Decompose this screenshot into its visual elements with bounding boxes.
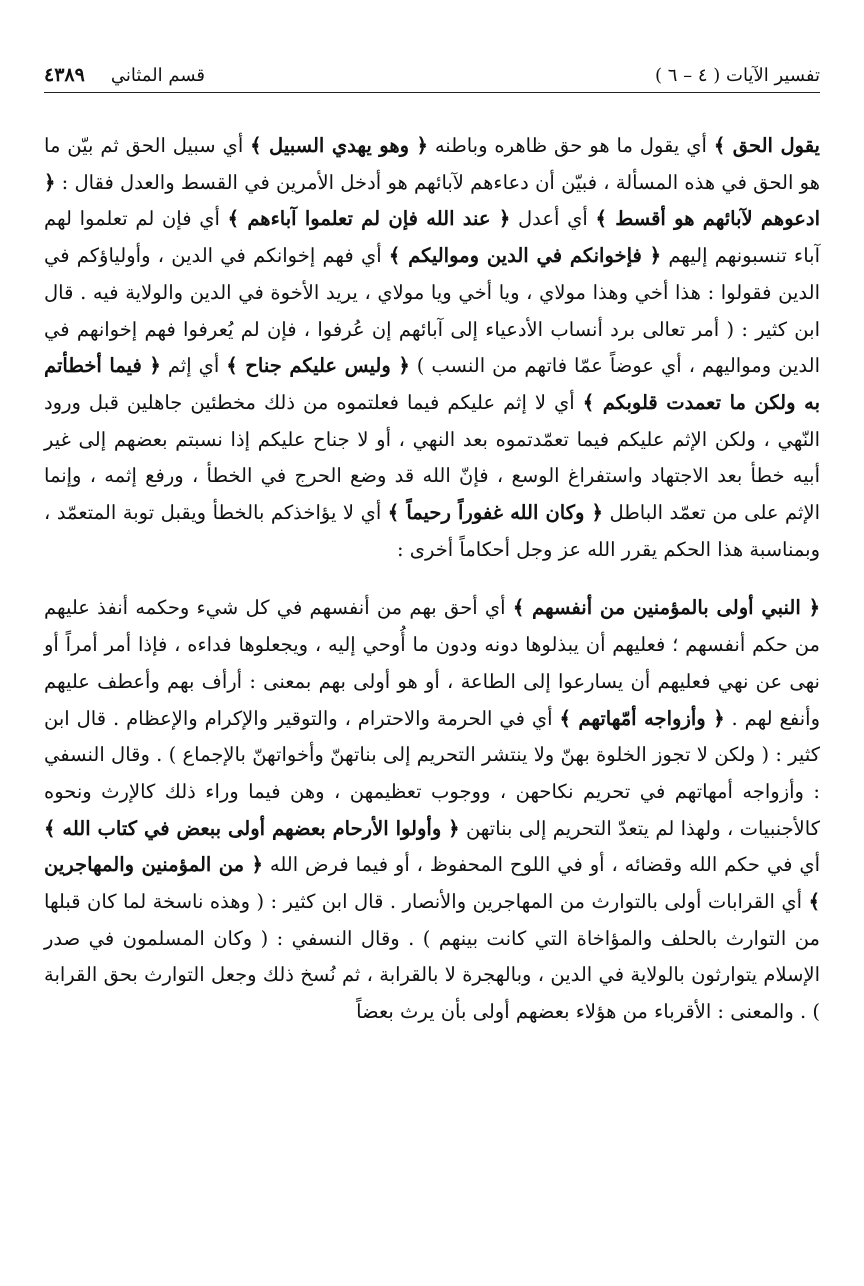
quran-verse-quote: ﴿ فإخوانكم في الدين ومواليكم ﴾ [388,244,662,268]
commentary-text: أي في الحرمة والاحترام ، والتوقير والإكرام والإعظام . قال ابن كثير : ( ولكن لا تجوز الخلوة بهنّ ولا ينتشر التحريم إلى بناتهنّ وأخواتهنّ بالإجماع ) . وقال النسفي : وأزواجه أمهاتهم في تحريم نكاحهن ، ووجوب تعظيمهن ، وهن فيما وراء ذلك كالإرث ونحوه كالأجنبيات ، ولهذا لم يتعدّ التحريم إلى بناتهن [44,706,820,840]
quran-verse-quote: ﴿ النبي أولى بالمؤمنين من أنفسهم ﴾ [512,596,820,620]
quran-verse-quote: ﴿ وكان الله غفوراً رحيماً ﴾ [387,501,603,525]
quran-verse-quote: ﴿ وهو يهدي السبيل ﴾ [250,134,428,157]
quran-verse-quote: يقول الحق ﴾ [713,134,820,157]
commentary-text: أي القرابات أولى بالتوارث من المهاجرين والأنصار . قال ابن كثير : ( وهذه ناسخة لما كان قبلها من التوارث بالحلف والمؤاخاة التي كانت بينهم ) . وقال النسفي : ( وكان المسلمون في صدر الإسلام يتوارثون بالولاية في الدين ، وبالهجرة لا بالقرابة ، ثم نُسخ ذلك وجعل التوارث بحق القرابة ) . والمعنى : الأقرباء من هؤلاء بعضهم أولى بأن يرث بعضاً [44,890,820,1024]
paragraph-1 [44,128,820,568]
commentary-text: أي فهم إخوانكم في الدين ، وأولياؤكم في الدين فقولوا : هذا أخي وهذا مولاي ، ويا أخي ويا مولاي ، يريد الأخوة في الدين والولاية فيه . قال ابن كثير : ( أمر تعالى برد أنساب الأدعياء إلى آبائهم إن عُرفوا ، فإن لم يُعرفوا فهم إخوانهم في الدين ومواليهم ، أي عوضاً عمّا فاتهم من النسب ) [44,244,820,378]
body-text [44,128,820,1031]
header-title: تفسير الآيات ( ٤ – ٦ ) [655,64,820,86]
quran-verse-quote: ﴿ وأولوا الأرحام بعضهم أولى ببعض في كتاب الله ﴾ [44,816,460,840]
commentary-text: أي يقول ما هو حق ظاهره وباطنه [427,134,714,157]
commentary-text: أي لا يؤاخذكم بالخطأ ويقبل توبة المتعمّد ، وبمناسبة هذا الحكم يقرر الله عز وجل أحكاماً أخرى : [44,501,820,561]
page-number: ٤٣٨٩ [44,64,85,86]
commentary-text: أي أحق بهم من أنفسهم في كل شيء وحكمه أنفذ عليهم من حكم أنفسهم ؛ فعليهم أن يبذلوها دونه ودون ما أُوحي إليه ، ويجعلوها فداءه ، فإذا أمر أمراً أو نهى عن نهي فعليهم أن يسارعوا إلى الطاعة ، أو هو أولى بهم بمعنى : أرأف بهم وأعطف عليهم وأنفع لهم . [44,596,820,730]
running-header [44,58,820,93]
quran-verse-quote: ﴿ من المؤمنين والمهاجرين ﴾ [44,853,820,914]
commentary-text: أي في حكم الله وقضائه ، أو في اللوح المحفوظ ، أو فيما فرض الله [263,853,820,877]
commentary-text: أي فإن لم تعلموا لهم آباء تنسبونهم إليهم [44,207,820,268]
quran-verse-quote: ﴿ فيما أخطأتم به ولكن ما تعمدت قلوبكم ﴾ [44,354,820,414]
commentary-text: أي إثم [160,354,227,378]
quran-verse-quote: ﴿ وأزواجه أمّهاتهم ﴾ [559,706,725,730]
quran-verse-quote: ﴿ ادعوهم لآبائهم هو أقسط ﴾ [44,170,821,231]
commentary-text: أي سبيل الحق ثم بيّن ما هو الحق في هذه المسألة ، فبيّن أن دعاءهم لآبائهم هو أدخل الأمرين في القسط والعدل فقال : [44,134,820,194]
commentary-text: أي أعدل [510,207,596,231]
paragraph-2 [44,590,820,1030]
quran-verse-quote: ﴿ وليس عليكم جناح ﴾ [226,354,410,378]
commentary-text: أي لا إثم عليكم فيما فعلتموه من ذلك مخطئين جاهلين قبل ورود النّهي ، ولكن الإثم عليكم فيما تعمّدتموه بعد النهي ، أو لا جناح عليكم إذا نسبتم بعضهم إلى غير أبيه خطأ بعد الاجتهاد واستفراغ الوسع ، فإنّ الله قد وضع الحرج في الخطأ ، ورفع إثمه ، وإنما الإثم على من تعمّد الباطل [44,390,820,525]
quran-verse-quote: ﴿ عند الله فإن لم تعلموا آباءهم ﴾ [227,207,511,231]
header-left-group [44,64,205,86]
section-name: قسم المثاني [110,64,206,86]
